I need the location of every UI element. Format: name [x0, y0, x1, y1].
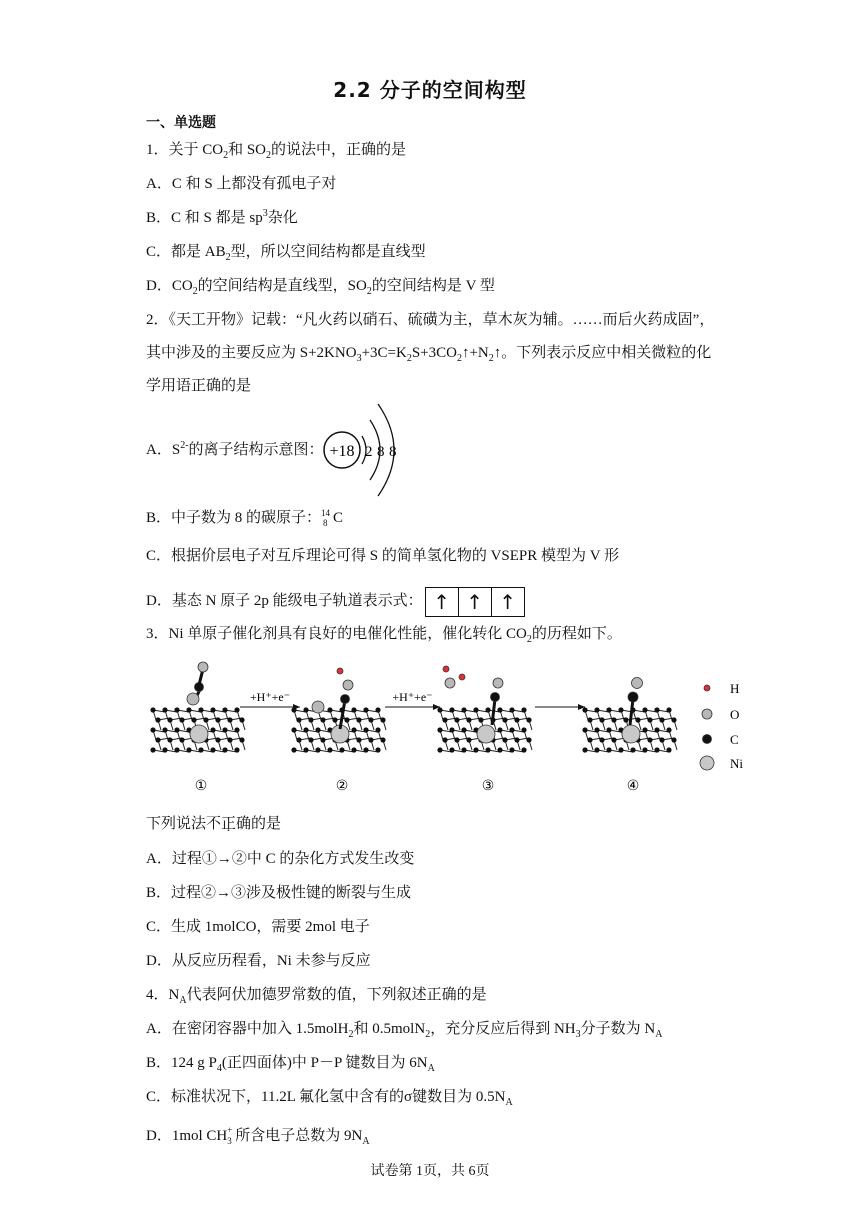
q3-stem: 3．Ni 单原子催化剂具有良好的电催化性能，催化转化 $CO_2$的历程如下。: [146, 626, 622, 645]
q1-option-d: D．$CO_2$的空间结构是直线型，$SO_2$的空间结构是 V 型: [146, 278, 495, 297]
o-atom: [343, 680, 353, 690]
q2-option-c: C．根据价层电子对互斥理论可得 S 的简单氢化物的 VSEPR 模型为 V 形: [146, 548, 620, 564]
orbital-box-2: ↑: [459, 588, 492, 616]
q4-stem: 4．$N_A$代表阿伏加德罗常数的值，下列叙述正确的是: [146, 987, 487, 1006]
legend-ni-atom: [700, 756, 714, 770]
c-atom: [341, 695, 350, 704]
q4-option-a: A．在密闭容器中加入 1.5molH$_2$和 0.5molN$_2$，充分反应后得到 $NH_3$分子数为 $N_A$: [146, 1021, 663, 1040]
q4-option-b: B．124 g $P_4$(正四面体)中 P－P 键数目为 $6N_A$: [146, 1055, 435, 1074]
q2-stem-line1: 2．《天工开物》记载：“凡火药以硝石、硫磺为主，草木灰为辅。……而后火药成固”，: [146, 312, 715, 328]
step-label-1: ①: [194, 778, 208, 794]
q2-option-b: B．中子数为 8 的碳原子： 14 8 C: [146, 508, 344, 528]
step-label-4: ④: [626, 778, 640, 794]
orbital-box-3: ↑: [499, 589, 517, 614]
page-footer: 试卷第 1页，共 6页: [370, 1164, 490, 1179]
o-atom: [493, 678, 503, 688]
o-atom: [445, 678, 455, 688]
q3-option-b: B．过程②→③涉及极性键的断裂与生成: [146, 885, 412, 901]
legend-label-h: H: [730, 681, 740, 696]
shell-electrons-2: 8: [377, 444, 385, 460]
legend-c-atom: [703, 735, 712, 744]
q1-option-c: C．都是 $AB_2$型，所以空间结构都是直线型: [146, 244, 426, 263]
o-atom: [187, 693, 199, 705]
shell-electrons-3: 8: [389, 444, 397, 460]
page-title: 2.2 分子的空间构型: [333, 78, 527, 102]
q3-option-d: D．从反应历程看，Ni 未参与反应: [146, 953, 371, 969]
q1-option-a: A．C 和 S 上都没有孤电子对: [146, 176, 337, 192]
h-atom: [443, 666, 449, 672]
q3-option-a: A．过程①→②中 C 的杂化方式发生改变: [146, 851, 415, 867]
ion-structure-diagram: [318, 400, 408, 500]
c-atom: [628, 692, 638, 702]
shell-electrons-1: 2: [365, 444, 373, 460]
isotope-notation: 14 8: [321, 508, 331, 528]
step-label-2: ②: [335, 778, 349, 794]
o-atom: [198, 662, 208, 672]
h-atom: [459, 674, 465, 680]
o-atom: [632, 678, 643, 689]
ni-atom-4: [622, 725, 640, 743]
q2-stem-line2: 其中涉及的主要反应为 $S+2KNO_3+3C=K_2S+3CO_2↑+N_2↑$。下列表示反应中相关微粒的化: [146, 345, 712, 364]
q4-option-c: C．标准状况下，11.2L 氟化氢中含有的σ键数目为 $0.5N_A$: [146, 1089, 513, 1108]
q1-stem: 1．关于 $CO_2$和 $SO_2$的说法中，正确的是: [146, 142, 407, 161]
c-atom: [491, 693, 500, 702]
legend-label-o: O: [730, 707, 740, 722]
q2-option-a: A．$S^{2-}$的离子结构示意图：: [146, 440, 324, 458]
reaction-mechanism-diagram: [140, 655, 760, 800]
h-atom: [337, 668, 343, 674]
q2-option-d: D．基态 N 原子 2p 能级电子轨道表示式： ↑ ↑ ↑: [146, 586, 525, 617]
q3-option-c: C．生成 1molCO，需要 2mol 电子: [146, 919, 370, 935]
legend-o-atom: [702, 709, 712, 719]
orbital-box-1: ↑: [426, 588, 459, 616]
q1-option-b: B．C 和 S 都是 $sp^3$杂化: [146, 208, 298, 226]
step-label-3: ③: [481, 778, 495, 794]
legend-label-c: C: [730, 732, 739, 747]
orbital-box-diagram: [425, 587, 525, 617]
nucleus-charge: +18: [329, 443, 355, 460]
legend-label-ni: Ni: [730, 756, 743, 771]
q4-option-d: D．1mol CH + 3 所含电子总数为 $9N_A$: [146, 1125, 370, 1147]
o-atom: [312, 701, 324, 713]
arrow-label: +H⁺+e⁻: [392, 690, 433, 704]
q2-stem-line3: 学用语正确的是: [146, 378, 252, 394]
section-heading: 一、单选题: [146, 115, 216, 131]
legend-h-atom: [704, 685, 710, 691]
ni-atom-3: [477, 725, 495, 743]
q3-ask: 下列说法不正确的是: [146, 816, 282, 832]
arrow-label: +H⁺+e⁻: [249, 690, 291, 704]
ni-atom-1: [190, 725, 208, 743]
